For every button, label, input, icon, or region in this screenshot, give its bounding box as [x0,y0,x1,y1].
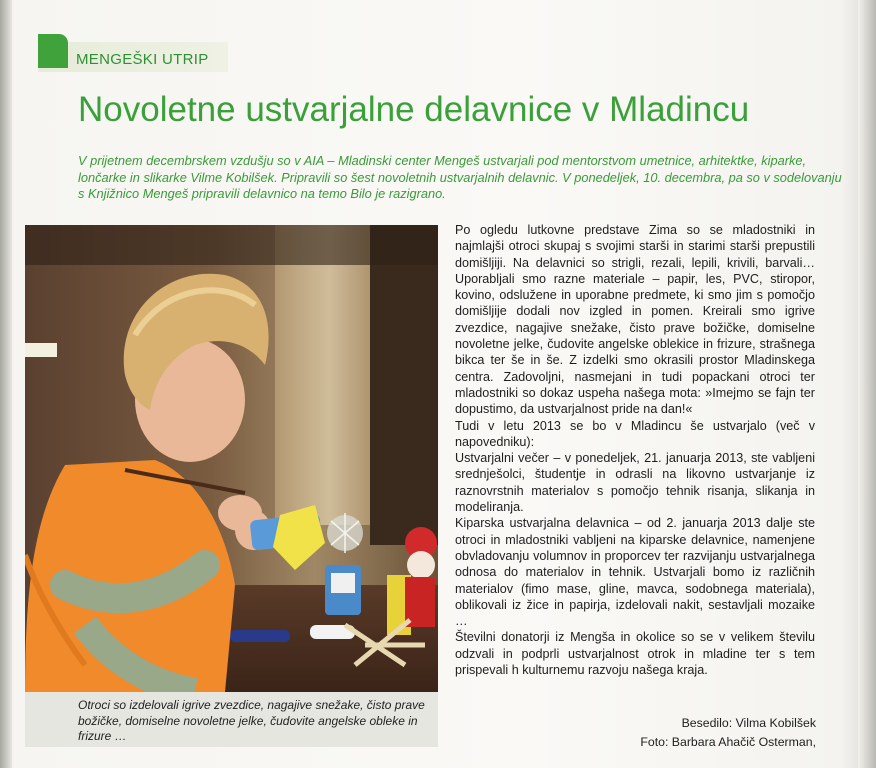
author-credit: Besedilo: Vilma Kobilšek [681,716,816,730]
photo-credit: Foto: Barbara Ahačič Osterman, [640,735,816,749]
article-paragraph: Kiparska ustvarjalna delavnica – od 2. januarja 2013 dalje ste otroci in mladostniki vabljeni na kiparske delavnice, namenjene obvladovanju volumnov in proporcev ter razvijanju ustvarjalnega odnosa do materialov in tehnik. Ustvarjali bomo iz različnih materialov (fimo mase, gline, mavca, sodobnega materiala), oblikovali iz žice in papirja, izdelovali nakit, sestavljali mozaike … [455,516,815,629]
article-paragraph: Ustvarjalni večer – v ponedeljek, 21. januarja 2013, ste vabljeni srednješolci, študentje in odrasli na likovno ustvarjanje iz raznovrstnih materialov s pomočjo tehnik risanja, slikanja in modeliranja. [455,451,815,515]
photo-caption: Otroci so izdelovali igrive zvezdice, nagajive snežake, čisto prave božičke, domiselne novoletne jelke, čudovite angelske obleke in frizure … [78,698,425,743]
photo-illustration [25,225,438,692]
article-photo [25,225,438,692]
page-gutter-shadow [0,0,12,768]
section-label: MENGEŠKI UTRIP [76,51,209,68]
page-edge-shadow [858,0,876,768]
article-body [455,222,815,678]
article-lead: V prijetnem decembrskem vzdušju so v AIA – Mladinski center Mengeš ustvarjali pod mentorstvom umetnice, arhitektke, kiparke, lončarke in slikarke Vilme Kobilšek. Pripravili so šest novoletnih ustvarjalnih delavnic. V ponedeljek, 10. decembra, pa so v sodelovanju s Knjižnico Mengeš pripravili delavnico na temo Bilo je razigrano. [78,153,842,201]
article-paragraph: Tudi v letu 2013 se bo v Mladincu še ustvarjalo (več v napovedniku): [455,418,815,449]
article-headline: Novoletne ustvarjalne delavnice v Mladincu [78,90,750,129]
article-paragraph: Po ogledu lutkovne predstave Zima so se mladostniki in najmlajši otroci skupaj s svojimi starši in starimi starši prepustili domišljiji. Na delavnici so strigli, rezali, lepili, krivili, barvali… Uporabljali smo razne materiale – papir, les, PVC, stiropor, kovino, odslužene in uporabne predmete, ki smo jim s pomočjo domišljije dodali nov izgled in pomen. Kreirali smo igrive zvezdice, nagajive snežake, čisto prave božičke, domiselne novoletne jelke, čudovite angelske oblekice in frizure, strašnega bikca ter še in še. Z izdelki smo okrasili prostor Mladinskega centra. Zadovoljni, nasmejani in tudi popackani otroci ter mladostniki so dokaz uspeha našega mota: »Imejmo se fajn ter dopustimo, da ustvarjalnost pride na dan!« [455,223,815,417]
section-marker-square [38,34,68,68]
article-paragraph: Številni donatorji iz Mengša in okolice so se v velikem številu odzvali in podprli ustvarjalnost otrok in mladine ter s tem prispevali h kulturnemu razvoju našega kraja. [455,630,815,678]
